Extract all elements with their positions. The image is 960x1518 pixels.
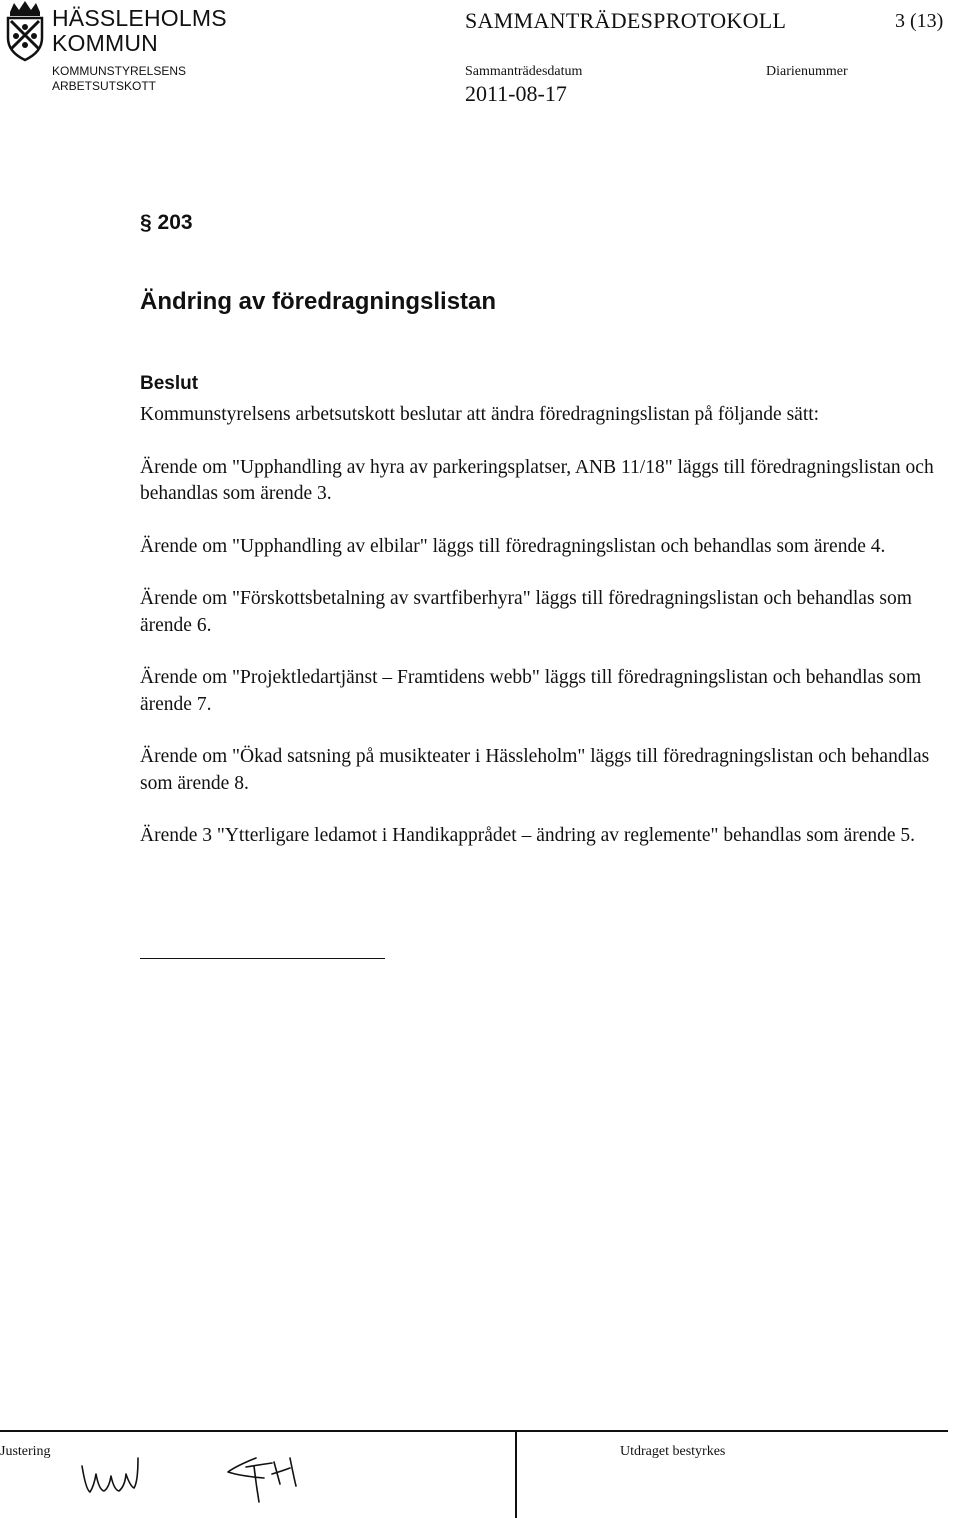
section-end-divider (140, 958, 385, 959)
decision-paragraph: Ärende om "Upphandling av hyra av parkeringsplatser, ANB 11/18" läggs till föredragningslistan och behandlas som ärende 3. (140, 456, 934, 504)
decision-text (140, 402, 948, 876)
paragraph-number (140, 210, 193, 236)
section-sign-icon: § (140, 211, 152, 234)
signature-initials-2 (228, 1458, 296, 1502)
decision-paragraph: Ärende om "Förskottsbetalning av svartfiberhyra" läggs till föredragningslistan och behandlas som ärende 6. (140, 588, 912, 636)
organization-name-line2: KOMMUN (52, 30, 158, 56)
initials-signatures (78, 1436, 378, 1506)
coat-of-arms-icon (2, 0, 48, 62)
footer-column-divider (515, 1430, 517, 1518)
decision-paragraph: Ärende om "Upphandling av elbilar" läggs till föredragningslistan och behandlas som ärende 4. (140, 535, 886, 557)
diarienummer-label: Diarienummer (766, 64, 848, 79)
decision-heading: Beslut (140, 373, 199, 394)
footer-divider (0, 1430, 948, 1432)
organization-unit-line1: KOMMUNSTYRELSENS (52, 64, 187, 78)
organization-unit-line2: ARBETSUTSKOTT (52, 79, 157, 93)
section-title: Ändring av föredragningslistan (140, 288, 497, 315)
signature-initials-1 (82, 1458, 138, 1492)
decision-paragraph: Ärende 3 "Ytterligare ledamot i Handikapprådet – ändring av reglemente" behandlas som ärende 5. (140, 825, 916, 846)
decision-paragraph: Ärende om "Ökad satsning på musikteater i Hässleholm" läggs till föredragningslistan och behandlas som ärende 8. (140, 746, 930, 794)
organization-name (52, 6, 227, 56)
decision-paragraph: Ärende om "Projektledartjänst – Framtidens webb" läggs till föredragningslistan och behandlas som ärende 7. (140, 667, 922, 715)
paragraph-number-value: 203 (157, 211, 193, 234)
decision-paragraph: Kommunstyrelsens arbetsutskott beslutar att ändra föredragningslistan på följande sätt: (140, 404, 820, 425)
document-type: SAMMANTRÄDESPROTOKOLL (465, 8, 787, 33)
justering-label: Justering (0, 1444, 51, 1459)
organization-unit (52, 64, 186, 94)
utdrag-label: Utdraget bestyrkes (620, 1444, 726, 1459)
organization-name-line1: HÄSSLEHOLMS (52, 5, 227, 31)
meeting-date: 2011-08-17 (465, 81, 567, 106)
meeting-date-label: Sammanträdesdatum (465, 64, 583, 79)
page-number: 3 (13) (895, 10, 944, 32)
